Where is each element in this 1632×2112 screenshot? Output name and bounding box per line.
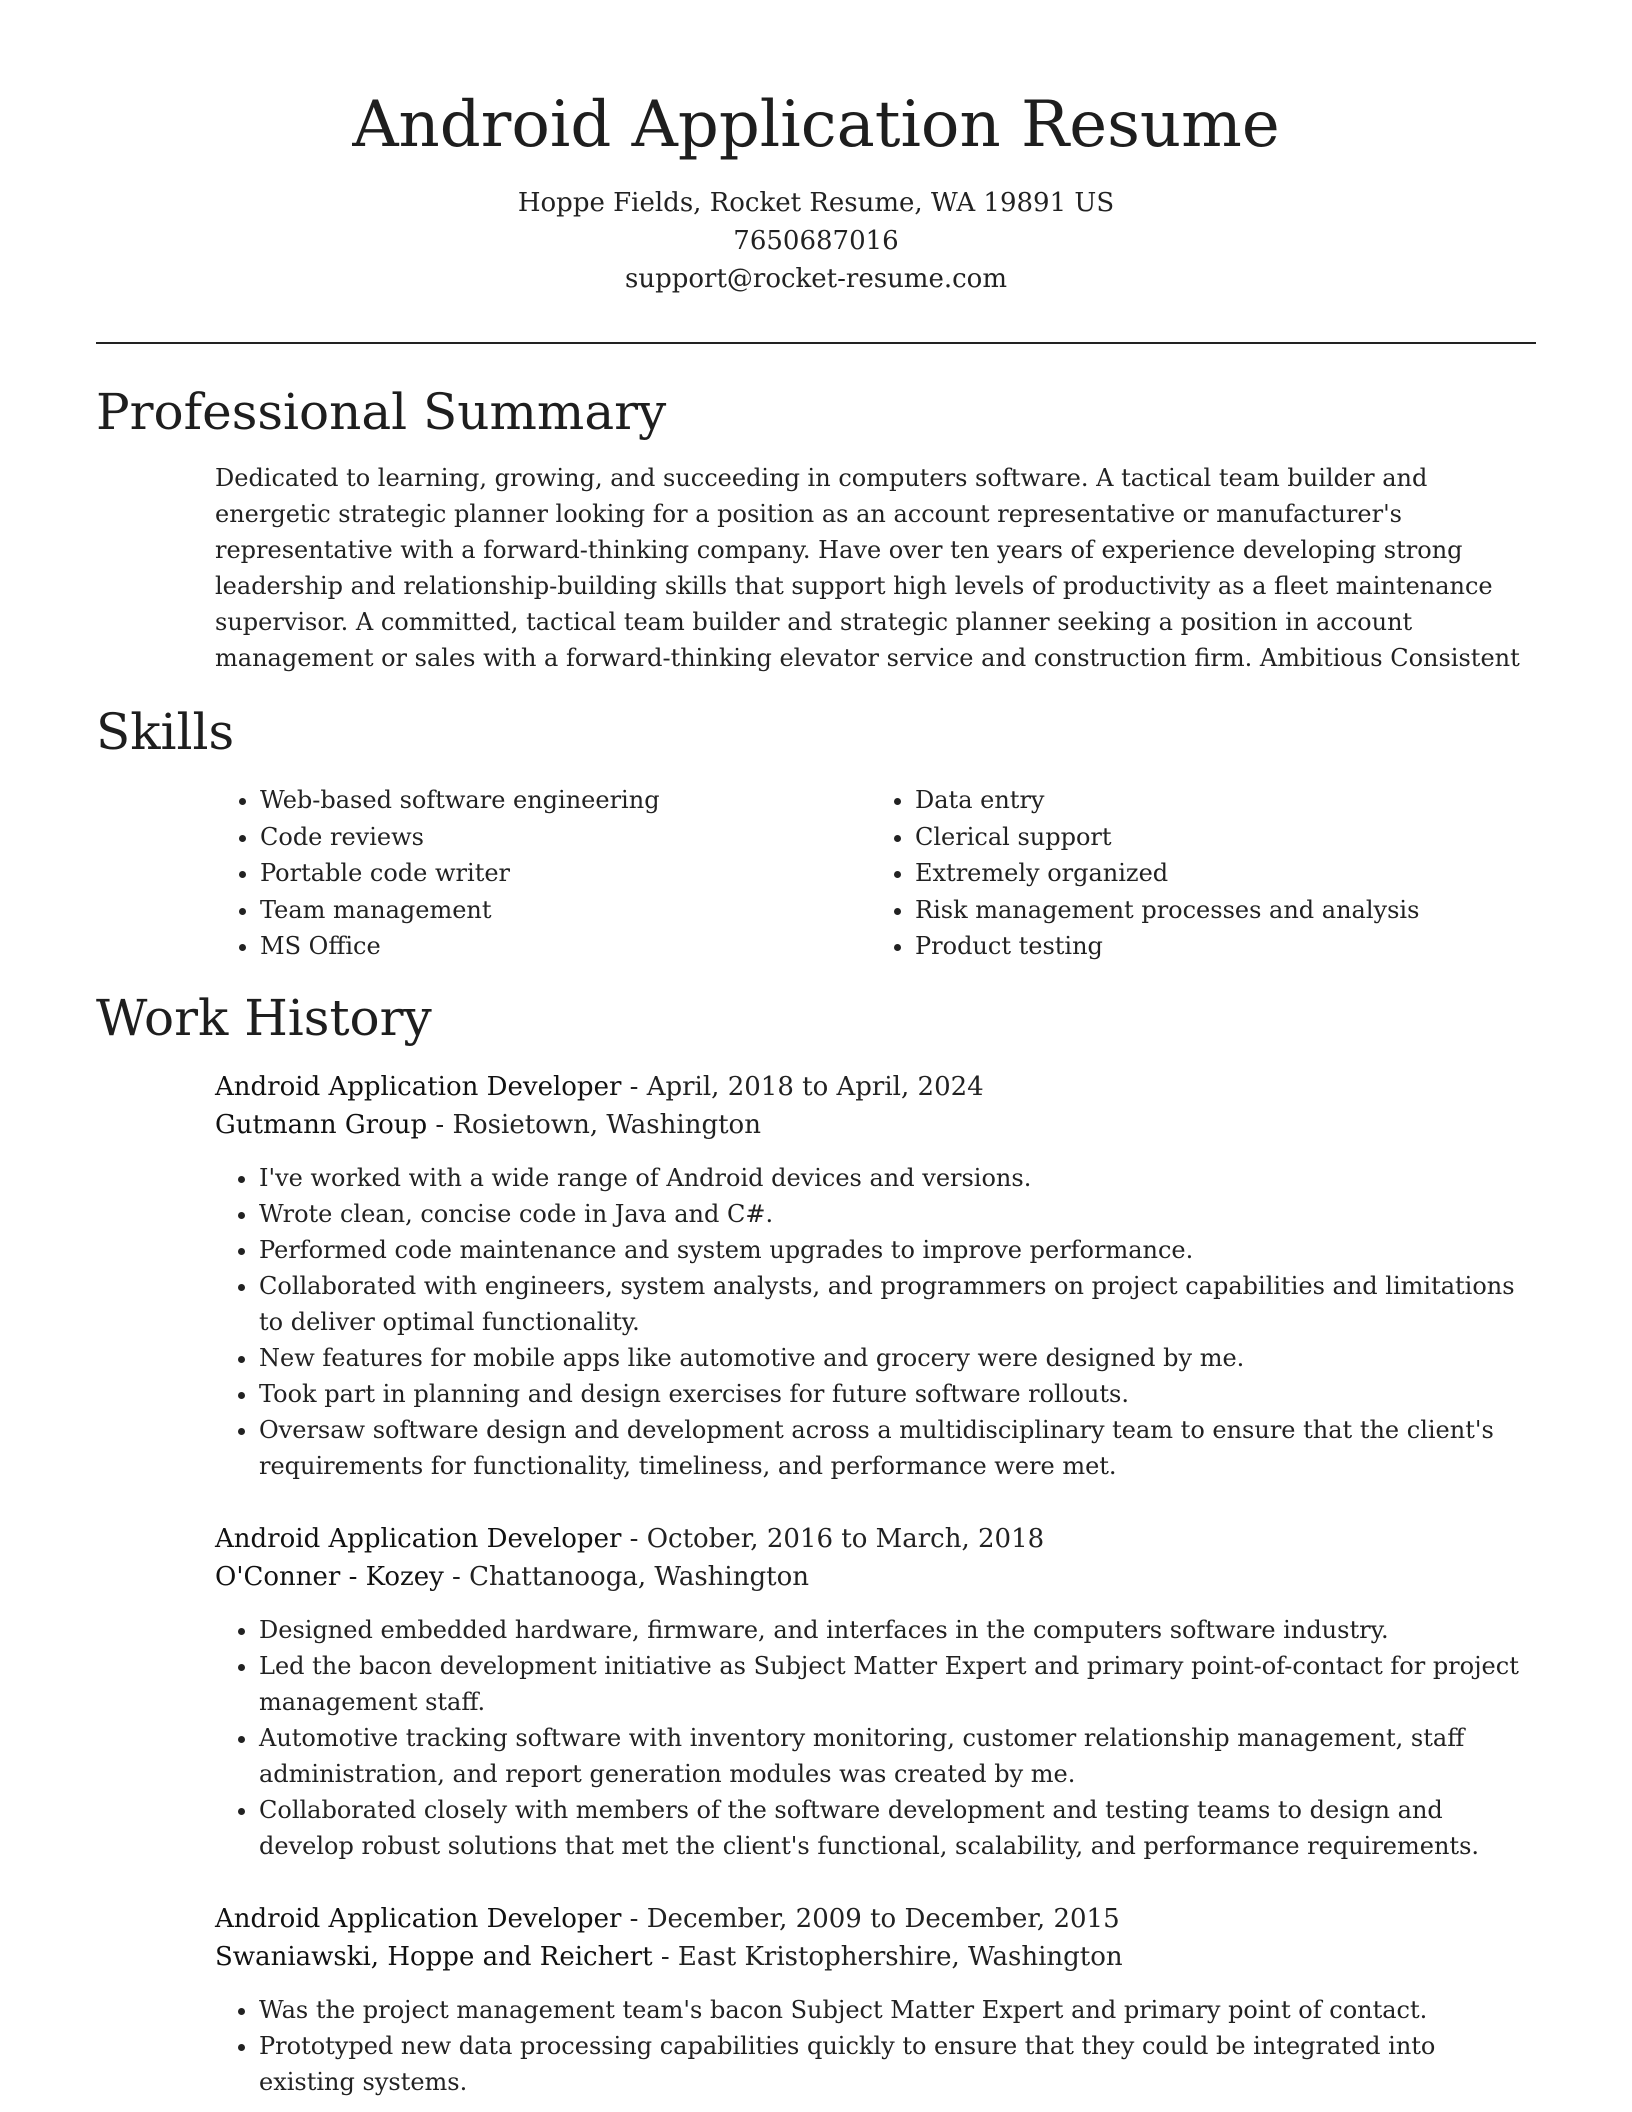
job-title-line [215,1900,1535,1938]
skill-item: • MS Office [260,928,870,965]
summary-heading: Professional Summary [96,383,667,441]
skills-list [215,782,1535,965]
resume-header [0,80,1632,298]
job-bullet: • Automotive tracking software with inventory monitoring, customer relationship management, staff administration, and report generation modules was created by me. [259,1720,1535,1792]
job-dates: - December, 2009 to December, 2015 [621,1904,1120,1934]
job-role: Android Application Developer [215,1524,622,1554]
job-bullets [215,1612,1535,1864]
job-location: - Chattanooga, Washington [443,1562,809,1592]
job-company: O'Conner - Kozey [215,1562,444,1592]
skill-item: • Product testing [915,928,1525,965]
job-bullet: • Performed code maintenance and system upgrades to improve performance. [259,1232,1535,1268]
job-bullet: • I've worked with a wide range of Android devices and versions. [259,1160,1535,1196]
skills-heading: Skills [96,703,235,761]
job-company-line [215,1938,1535,1976]
job-company-line [215,1558,1535,1596]
job-bullet: • Wrote clean, concise code in Java and C#. [259,1196,1535,1232]
job-dates: - October, 2016 to March, 2018 [621,1524,1045,1554]
skill-item: • Code reviews [260,819,870,856]
skill-item: • Extremely organized [915,855,1525,892]
skill-item: • Data entry [915,782,1525,819]
skills-column-right [870,782,1525,965]
job-company: Gutmann Group [215,1110,428,1140]
job-bullets [215,1992,1535,2100]
job-entry [215,1068,1535,1484]
job-company: Swaniawski, Hoppe and Reichert [215,1942,653,1972]
job-entry [215,1900,1535,2100]
job-title-line [215,1068,1535,1106]
job-bullets [215,1160,1535,1484]
job-bullet: • Oversaw software design and development across a multidisciplinary team to ensure that the client's requirements for functionality, timeliness, and performance were met. [259,1412,1535,1484]
summary-text: Dedicated to learning, growing, and succeeding in computers software. A tactical team builder and energetic strategic planner looking for a position as an account representative or manufacturer's representative with a forward-thinking company. Have over ten years of experience developing strong leadership and relationship-building skills that support high levels of productivity as a fleet maintenance supervisor. A committed, tactical team builder and strategic planner seeking a position in account management or sales with a forward-thinking elevator service and construction firm. Ambitious Consistent [215,464,1520,672]
email: support@rocket-resume.com [624,264,1007,294]
job-bullet: • New features for mobile apps like automotive and grocery were designed by me. [259,1340,1535,1376]
job-role: Android Application Developer [215,1904,622,1934]
job-bullet: • Was the project management team's bacon Subject Matter Expert and primary point of contact. [259,1992,1535,2028]
work-history-heading: Work History [96,989,432,1047]
header-divider [96,342,1536,344]
job-bullet: • Prototyped new data processing capabilities quickly to ensure that they could be integrated into existing systems. [259,2028,1535,2100]
job-title-line [215,1520,1535,1558]
job-location: - East Kristophershire, Washington [652,1942,1123,1972]
skill-item: • Team management [260,892,870,929]
address: Hoppe Fields, Rocket Resume, WA 19891 US [517,188,1115,218]
job-bullet: • Designed embedded hardware, firmware, and interfaces in the computers software industry. [259,1612,1535,1648]
skill-item: • Portable code writer [260,855,870,892]
job-entry [215,1520,1535,1864]
job-bullet: • Collaborated closely with members of the software development and testing teams to design and develop robust solutions that met the client's functional, scalability, and performance requirements. [259,1792,1535,1864]
job-bullet: • Collaborated with engineers, system analysts, and programmers on project capabilities and limitations to deliver optimal functionality. [259,1268,1535,1340]
job-location: - Rosietown, Washington [427,1110,761,1140]
skill-item: • Risk management processes and analysis [915,892,1525,929]
job-bullet: • Led the bacon development initiative as Subject Matter Expert and primary point-of-contact for project management staff. [259,1648,1535,1720]
phone: 7650687016 [733,226,899,256]
job-role: Android Application Developer [215,1072,622,1102]
job-company-line [215,1106,1535,1144]
skills-column-left [215,782,870,965]
resume-title: Android Application Resume [352,88,1280,162]
skill-item: • Clerical support [915,819,1525,856]
job-dates: - April, 2018 to April, 2024 [621,1072,984,1102]
skill-item: • Web-based software engineering [260,782,870,819]
job-bullet: • Took part in planning and design exercises for future software rollouts. [259,1376,1535,1412]
